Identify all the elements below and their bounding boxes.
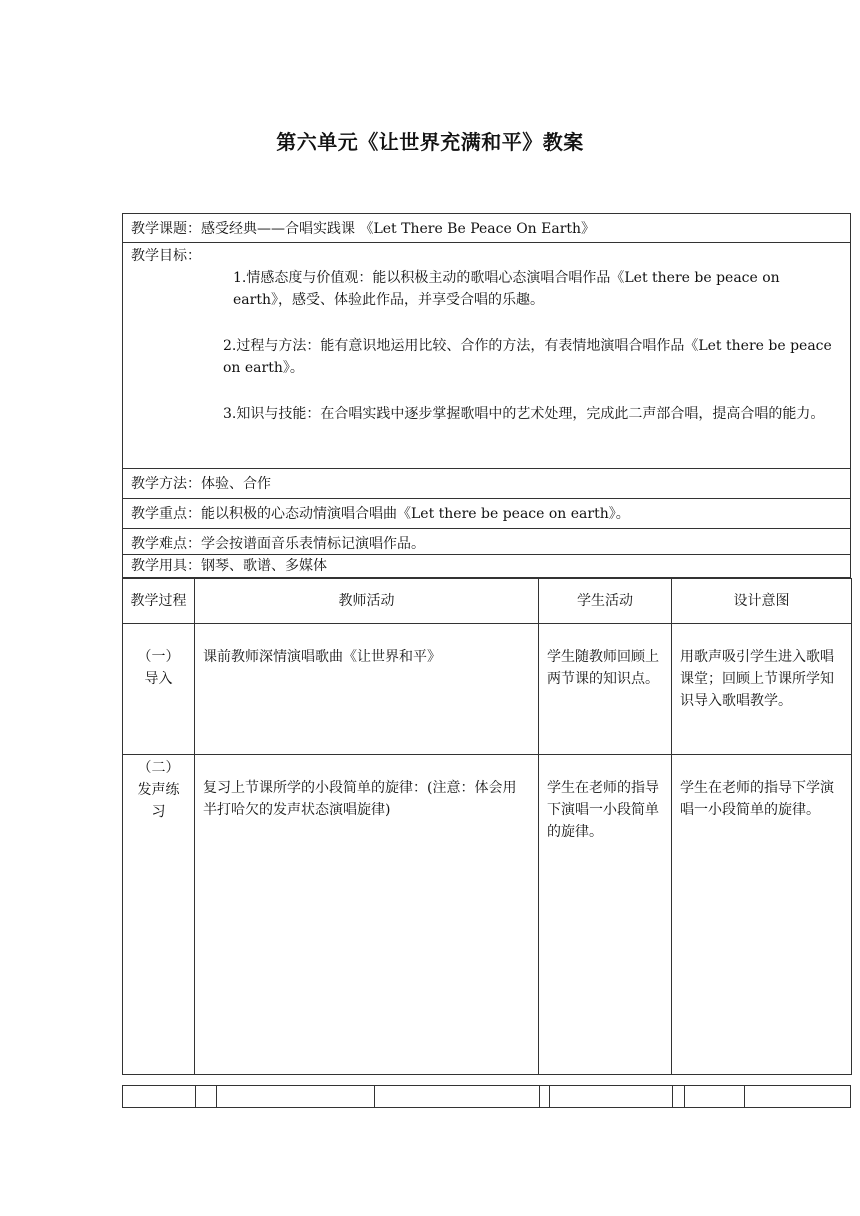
footer-divider — [744, 1086, 745, 1107]
table-row — [123, 624, 852, 755]
row-1-stage: （一）导入 — [123, 624, 195, 755]
header-stage: 教学过程 — [123, 579, 195, 624]
row-2-teacher: 复习上节课所学的小段简单的旋律：(注意：体会用半打哈欠的发声状态演唱旋律) — [195, 755, 539, 1075]
goal-2: 2.过程与方法：能有意识地运用比较、合作的方法，有表情地演唱合唱作品《Let there be peace on earth》。 — [223, 338, 832, 376]
row-1-student: 学生随教师回顾上两节课的知识点。 — [539, 624, 672, 755]
footer-divider — [216, 1086, 217, 1107]
goal-3: 3.知识与技能：在合唱实践中逐步掌握歌唱中的艺术处理，完成此二声部合唱，提高合唱的能力。 — [223, 406, 825, 422]
table-header-row — [123, 579, 852, 624]
key-point-row — [122, 499, 851, 529]
goals-row — [122, 243, 851, 469]
lesson-plan — [122, 213, 851, 1075]
page-title: 第六单元《让世界充满和平》教案 — [276, 130, 584, 154]
footer-divider — [549, 1086, 550, 1107]
footer-divider — [539, 1086, 540, 1107]
row-2-intent: 学生在老师的指导下学演唱一小段简单的旋律。 — [672, 755, 852, 1075]
table-footer-row — [122, 1085, 851, 1108]
method-text: 教学方法：体验、合作 — [131, 476, 271, 492]
method-row — [122, 469, 851, 499]
header-intent: 设计意图 — [672, 579, 852, 624]
goal-1: 1.情感态度与价值观：能以积极主动的歌唱心态演唱合唱作品《Let there be peace on earth》，感受、体验此作品，并享受合唱的乐趣。 — [233, 270, 780, 308]
row-1-intent: 用歌声吸引学生进入歌唱课堂；回顾上节课所学知识导入歌唱教学。 — [672, 624, 852, 755]
key-point-text: 教学重点：能以积极的心态动情演唱合唱曲《Let there be peace on earth》。 — [131, 506, 630, 522]
topic-row — [122, 213, 851, 243]
footer-divider — [195, 1086, 196, 1107]
row-2-stage: （二）发声练习 — [123, 755, 195, 1075]
tools-text: 教学用具：钢琴、歌谱、多媒体 — [131, 558, 327, 574]
difficulty-text: 教学难点：学会按谱面音乐表情标记演唱作品。 — [131, 536, 425, 552]
footer-divider — [672, 1086, 673, 1107]
row-2-student: 学生在老师的指导下演唱一小段简单的旋律。 — [539, 755, 672, 1075]
goals-label: 教学目标： — [131, 248, 201, 264]
process-table — [122, 578, 852, 1075]
topic-text: 教学课题：感受经典——合唱实践课 《Let There Be Peace On Earth》 — [131, 221, 596, 237]
difficulty-row — [122, 529, 851, 555]
row-1-teacher: 课前教师深情演唱歌曲《让世界和平》 — [195, 624, 539, 755]
footer-divider — [684, 1086, 685, 1107]
header-student: 学生活动 — [539, 579, 672, 624]
header-teacher: 教师活动 — [195, 579, 539, 624]
tools-row — [122, 555, 851, 578]
footer-divider — [374, 1086, 375, 1107]
table-row — [123, 755, 852, 1075]
